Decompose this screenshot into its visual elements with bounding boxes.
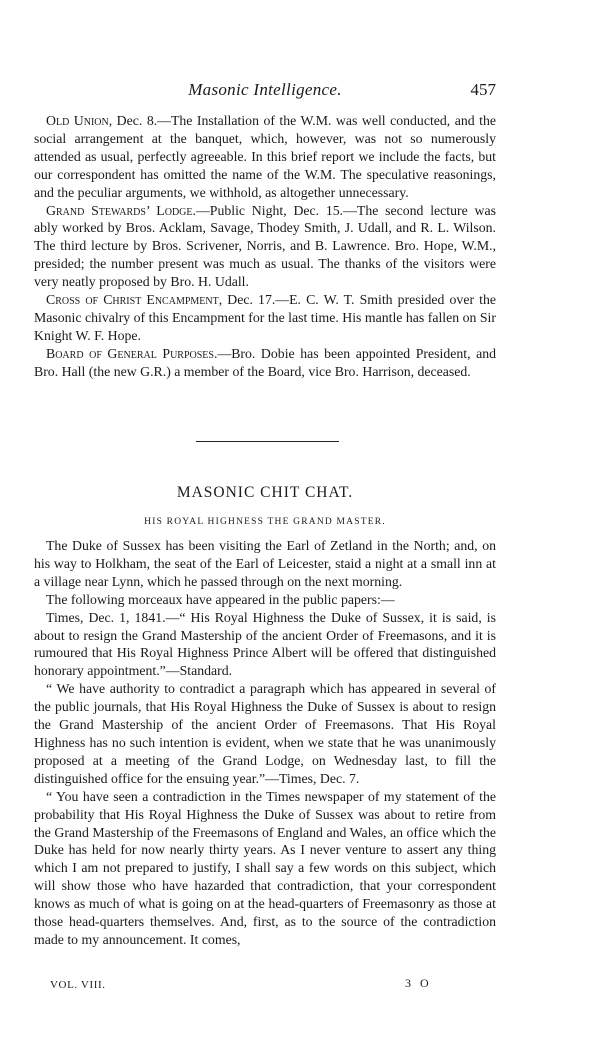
section-title: MASONIC CHIT CHAT. [176,484,354,501]
intelligence-section [34,112,496,381]
signature-mark: 3 O [405,976,432,990]
paragraph: The following morceaux have appeared in the public papers:— [46,591,395,607]
entry-cross-of-christ: Cross of Christ Encampment, Dec. 17.—E. C. W. T. Smith presided over the Masonic chivalry of this Encampment for the last time. His mantle has fallen on Sir Knight W. F. Hope. [34,292,496,343]
paragraph: Times, Dec. 1, 1841.—“ His Royal Highness the Duke of Sussex, it is said, is about to resign the Grand Mastership of the ancient Order of Freemasons, and it is rumoured that His Royal Highness Prince Albert will be offered that distinguished honorary appointment.”—Standard. [34,609,496,679]
paragraph: The Duke of Sussex has been visiting the Earl of Zetland in the North; and, on his way to Holkham, the seat of the Earl of Leicester, staid a night at a small inn at a village near Lynn, which he passed through on the next morning. [34,538,496,589]
section-divider [196,441,339,442]
running-title: Masonic Intelligence. [188,80,342,99]
volume-label: VOL. VIII. [50,979,106,991]
running-header [34,80,496,102]
page-footer [50,976,450,991]
section-subtitle: HIS ROYAL HIGHNESS THE GRAND MASTER. [144,517,386,527]
chit-chat-body [34,537,496,949]
entry-grand-stewards-lodge: Grand Stewards’ Lodge.—Public Night, Dec. 15.—The second lecture was ably worked by Bros. Acklam, Savage, Thodey Smith, J. Udall, and R. L. Wilson. The third lecture by Bros. Scrivener, Norris, and B. Lawrence. Bro. Hope, W.M., presided; the number present was much as usual. The thanks of the visitors were very neatly proposed by Bro. H. Udall. [34,202,496,290]
paragraph: “ You have seen a contradiction in the Times newspaper of my statement of the probability that His Royal Highness the Duke of Sussex was about to retire from the Grand Mastership of the Freemasons of England and Wales, an office which the Duke has held for now nearly thirty years. As I never venture to assert any thing which I am not prepared to justify, I shall say a few words on this subject, which will show those who have hazarded that contradiction, that your correspondent knows as much of what is going on at the head-quarters of Freemasonry as those at those head-quarters themselves. And, first, as to the source of the contradiction made to my announcement. It comes, [34,788,496,947]
page-number: 457 [470,80,496,99]
entry-board-general-purposes: Board of General Purposes.—Bro. Dobie has been appointed President, and Bro. Hall (the new G.R.) a member of the Board, vice Bro. Harrison, deceased. [34,345,496,379]
paragraph: “ We have authority to contradict a paragraph which has appeared in several of the public journals, that His Royal Highness the Duke of Sussex is about to resign the Grand Mastership of the ancient Order of Freemasons. That His Royal Highness has no such intention is evident, when we state that he was unanimously proposed at a meeting of the Grand Lodge, on Wednesday last, to fill the distinguished office for the ensuing year.”—Times, Dec. 7. [34,681,496,786]
entry-old-union: Old Union, Dec. 8.—The Installation of the W.M. was well conducted, and the social arrangement at the banquet, which, however, was not so numerously attended as usual, perfectly agreeable. In this brief report we include the facts, but our correspondent has omitted the name of the W.M. The speculative reasonings, and the peculiar arguments, we withhold, as altogether unnecessary. [34,113,496,200]
